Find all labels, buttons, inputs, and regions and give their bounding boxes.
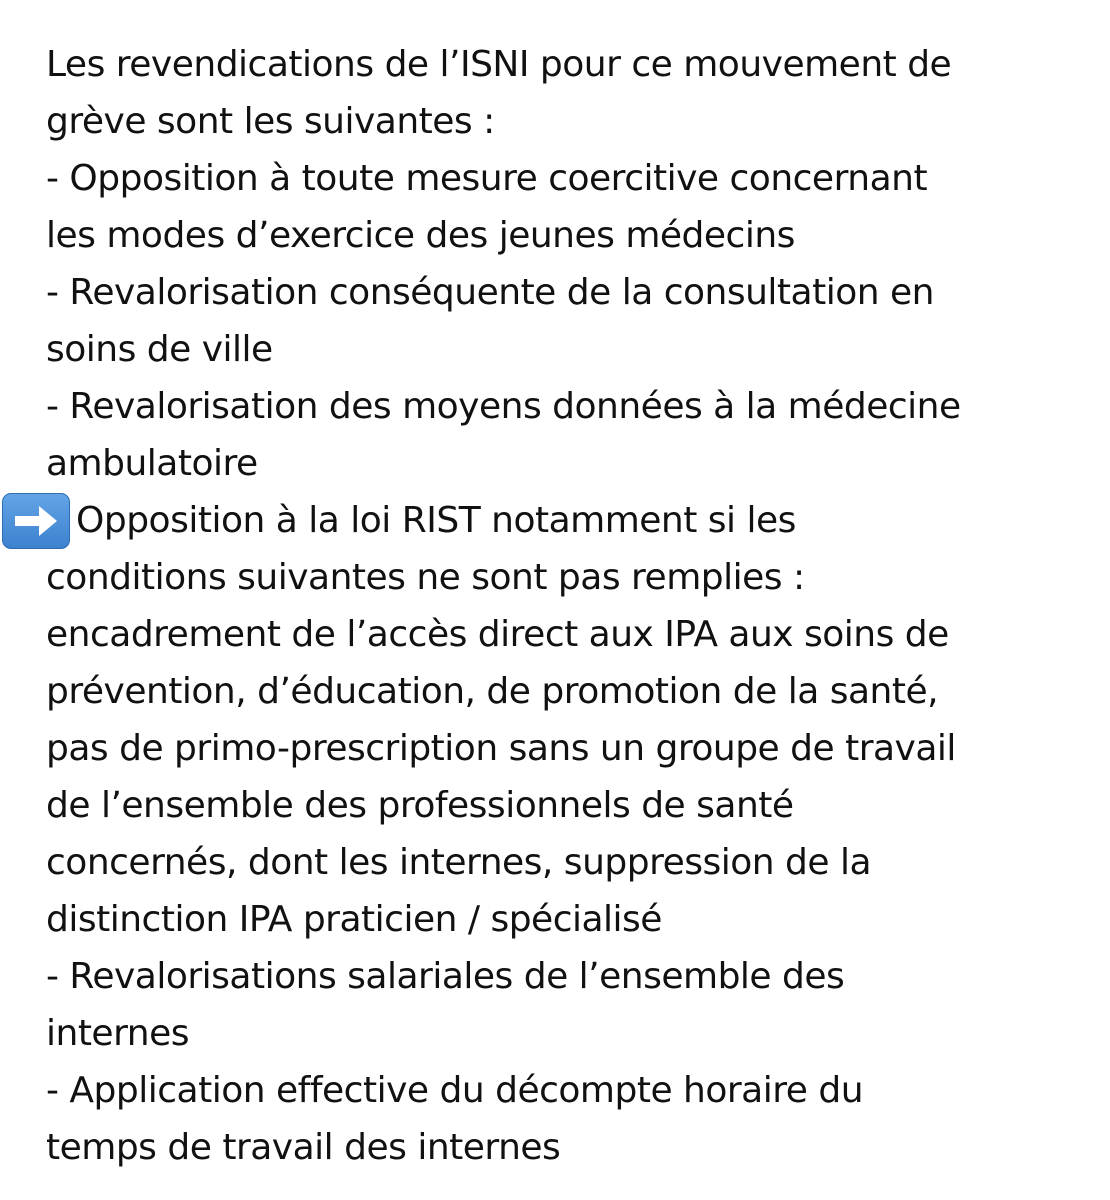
text-line: - Application effective du décompte horaire du [46, 1070, 864, 1111]
text-line: temps de travail des internes [46, 1127, 561, 1168]
text-line: de l’ensemble des professionnels de santé [46, 785, 794, 826]
text-line: concernés, dont les internes, suppression de la [46, 842, 872, 883]
text-line: - Revalorisation conséquente de la consultation en [46, 272, 934, 313]
text-line: soins de ville [46, 329, 273, 370]
text-line: ambulatoire [46, 443, 258, 484]
text-line: les modes d’exercice des jeunes médecins [46, 215, 795, 256]
text-line: distinction IPA praticien / spécialisé [46, 899, 662, 940]
right-arrow-icon [2, 493, 70, 549]
text-line: - Opposition à toute mesure coercitive concernant [46, 158, 928, 199]
text-line: grève sont les suivantes : [46, 101, 495, 142]
arrow-bullet-line [46, 492, 1096, 549]
text-line: Les revendications de l’ISNI pour ce mouvement de [46, 44, 952, 85]
document-body [46, 36, 1096, 1176]
arrow-line-text: Opposition à la loi RIST notamment si les [76, 500, 796, 541]
text-line: encadrement de l’accès direct aux IPA aux soins de [46, 614, 949, 655]
text-line: pas de primo-prescription sans un groupe de travail [46, 728, 956, 769]
text-line: conditions suivantes ne sont pas remplies : [46, 557, 805, 598]
text-line: - Revalorisation des moyens données à la médecine [46, 386, 961, 427]
text-line: prévention, d’éducation, de promotion de la santé, [46, 671, 939, 712]
text-line: - Revalorisations salariales de l’ensemble des [46, 956, 845, 997]
text-line: internes [46, 1013, 189, 1054]
